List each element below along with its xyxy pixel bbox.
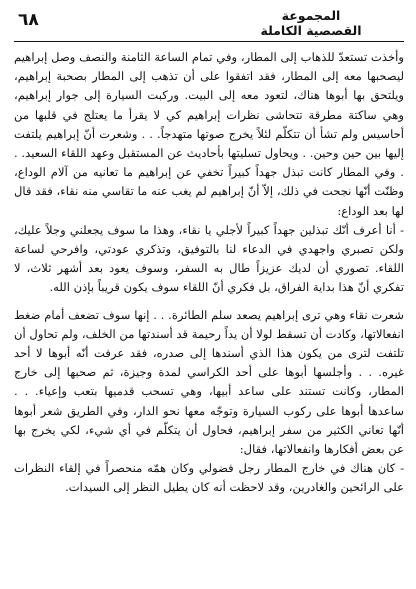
- page-header: [14, 8, 404, 42]
- series-title-line1: المجموعة: [281, 8, 341, 23]
- book-page: [14, 8, 404, 582]
- page-number: ٦٨: [18, 10, 39, 30]
- page-body: [14, 48, 404, 498]
- paragraph: شعرت نقاء وهي ترى إبراهيم يصعد سلم الطائرة. . . إنها سوف تضعف أمام ضغط انفعالاتها، وكادت أن تسقط لولا أن يداً رحيمة قد أسندتها من الخلف، ولم تحاول أن تلتفت لترى من يكون هذا الذي أسندها إلى صدره، فقد عرفت أنّه أبوها لا أحد غيره. . . وأجلسها أبوها على أحد الكراسي لمدة وجيزة، ثم صحبها إلى خارج المطار، وكانت تستند على ساعد أبيها، وهي تسحب قدميها بتعب وإعياء. . . ساعدها أبوها على ركوب السيارة وتوجّه معها نحو الدار، وفي الطريق شعر أبوها أنّها تعاني الكثير من سفر إبراهيم، فحاول أن يتكلّم في أي شيء، لكي يخرج بها عن بعض أفكارها وانفعالاتها، فقال:: [14, 307, 404, 457]
- dialogue-paragraph: - كان هناك في خارج المطار رجل فضولي وكان همّه منحصراً في إلقاء النظرات على الرائحين والغادرين، وقد لاحظت أنه كان يطيل النظر إلى السيدات.: [14, 461, 404, 495]
- series-title-line2: القصصية الكاملة: [260, 23, 362, 38]
- series-title: [236, 8, 386, 38]
- paragraph: وأخذت تستعدّ للذهاب إلى المطار، وفي تمام الساعة الثامنة والنصف وصل إبراهيم ليصحبها معه إلى المطار، فقد اتفقوا على أن تذهب إلى المطار بصحبة إبراهيم، ويلتحق بها أبوها هناك، لتعود معه إلى البيت. وركبت السيارة إلى جوار إبراهيم، وهي ساكتة مطرقة تتحاشى نظرات إبراهيم كي لا يقرأ ما يعتلج في قلبها من أحاسيس ولم تشأ أن تتكلّم لئلاً يخرج صوتها متهدجاً. . . وشعرت أنّ إبراهيم يلتفت إليها بين حين وحين. . ويحاول تسليتها بأحاديث عن المستقبل وعهد اللقاء السعيد. . . وفي المطار كانت تبذل جهداً كبيراً تخفي عن إبراهيم ما تعانيه من آلام الوداع، وظنّت أنّها نجحت في ذلك، إلاّ أنّ إبراهيم لم يغب عنه ما تقاسي منه نقاء، فقد قال لها بعد الوداع:: [14, 50, 404, 218]
- dialogue-paragraph: - أنا أعرف أنّك تبذلين جهداً كبيراً لأجلي يا نقاء، وهذا ما سوف يجعلني وجلاً عليك، ولكن تصبري واجهدي في الدعاء لنا بالتوفيق، وتذكري عودتي، وافرحي لساعة اللقاء. تصوري أن لديك عزيزاً طال به السفر، وسوف يعود بعد أشهر ثلاث، لا تفكري أنّ هذا بداية الفراق، بل فكري أنّ اللقاء سوف يكون قريباً بإذن الله.: [14, 222, 404, 295]
